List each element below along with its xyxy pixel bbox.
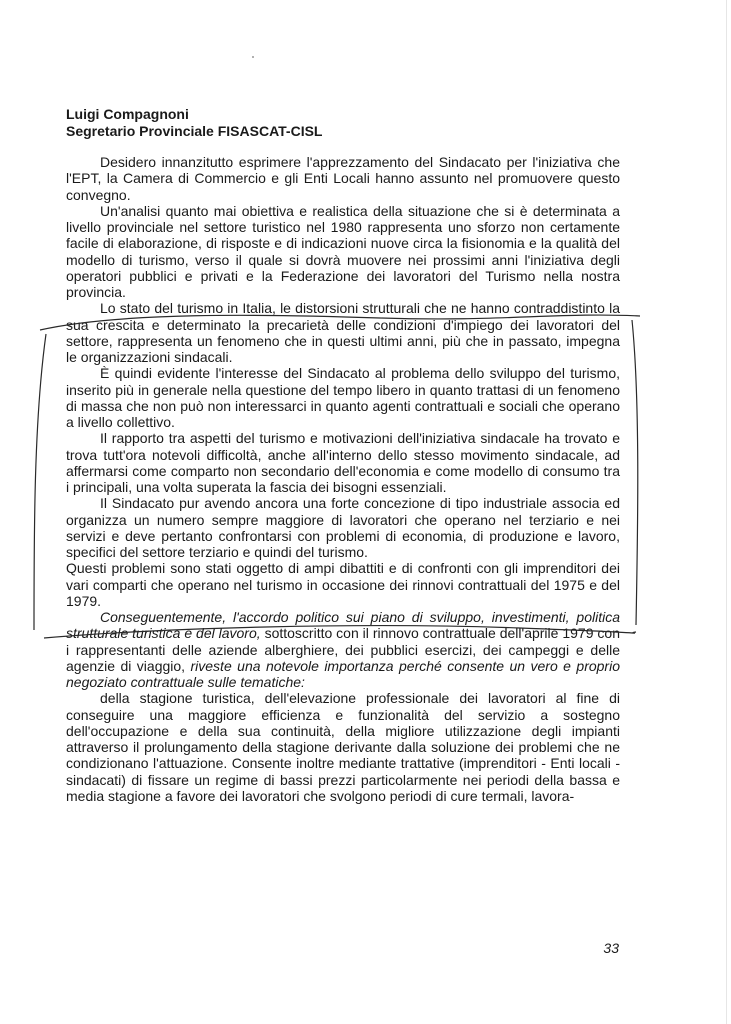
author-name: Luigi Compagnoni <box>66 106 189 122</box>
paragraph: Lo stato del turismo in Italia, le distorsioni strutturali che ne hanno contraddistinto la sua crescita e determinato la precarietà delle condizioni d'impiego dei lavoratori del settore, rappresenta un fenomeno che in questi ultimi anni, più che in passato, impegna le organizzazioni sindacali. <box>66 300 620 365</box>
author-block <box>66 106 322 140</box>
paragraph: Questi problemi sono stati oggetto di ampi dibattiti e di confronti con gli imprenditori dei vari comparti che operano nel turismo in occasione dei rinnovi contrattuali del 1975 e del 1979. <box>66 560 620 609</box>
italic-text: Conseguentemente, l'accordo politico sui piano di sviluppo, investimenti, politica strutturale turistica e del lavoro, <box>66 609 620 642</box>
paragraph: Un'analisi quanto mai obiettiva e realistica della situazione che si è determinata a livello provinciale nel settore turistico nel 1980 rappresenta uno sforzo non certamente facile di elaborazione, di risposte e di indicazioni nuove circa la fisionomia e la qualità del modello di turismo, verso il quale si dovrà muovere nei prossimi anni l'iniziativa degli operatori pubblici e privati e la Federazione dei lavoratori del Turismo nella nostra provincia. <box>66 202 620 300</box>
plain-text: sottoscritto con il rinnovo contrattuale dell'aprile 1979 con i rappresentanti delle aziende alberghiere, dei pubblici esercizi, dei campeggi e delle agenzie di viaggio, <box>66 625 620 674</box>
paragraph: della stagione turistica, dell'elevazione professionale dei lavoratori al fine di conseguire una maggiore efficienza e funzionalità del servizio a sostegno dell'occupazione e della sua continuità, della migliore utilizzazione degli impianti attraverso il prolungamento della stagione derivante dalla soluzione dei problemi che ne condizionano l'attuazione. Consente inoltre mediante trattative (imprenditori - Enti locali - sindacati) di fissare un regime di bassi prezzi particolarmente nei periodi della bassa e media stagione a favore dei lavoratori che svolgono periodi di cure termali, lavora- <box>66 690 620 804</box>
scan-edge <box>726 0 727 1024</box>
author-role: Segretario Provinciale FISASCAT-CISL <box>66 123 323 139</box>
paragraph: Il rapporto tra aspetti del turismo e motivazioni dell'iniziativa sindacale ha trovato e trova tutt'ora notevoli difficoltà, anche all'interno dello stesso movimento sindacale, ad affermarsi come comparto non secondario dell'economia e come modello di consumo tra i principali, una volta superata la fascia dei bisogni essenziali. <box>66 430 620 495</box>
italic-text: riveste una notevole importanza perché consente un vero e proprio negoziato contrattuale sulle tematiche: <box>66 657 620 690</box>
paragraph: Il Sindacato pur avendo ancora una forte concezione di tipo industriale associa ed organizza un numero sempre maggiore di lavoratori che operano nel terziario e nei servizi e deve pertanto confrontarsi con problemi di economia, di produzione e lavoro, specifici del settore terziario e quindi del turismo. <box>66 495 620 560</box>
paragraph: Desidero innanzitutto esprimere l'apprezzamento del Sindacato per l'iniziativa che l'EPT, la Camera di Commercio e gli Enti Locali hanno assunto nel promuovere questo convegno. <box>66 154 620 203</box>
paragraph-italic-mixed <box>66 609 620 690</box>
page-number: 33 <box>603 940 619 956</box>
paragraph: È quindi evidente l'interesse del Sindacato al problema dello sviluppo del turismo, inserito più in generale nella questione del tempo libero in quanto trattasi di un fenomeno di massa che non può non interessarci in quanto agenti contrattuali e sociali che operano a livello collettivo. <box>66 365 620 430</box>
scan-speck <box>252 56 254 58</box>
article-body <box>66 154 620 804</box>
